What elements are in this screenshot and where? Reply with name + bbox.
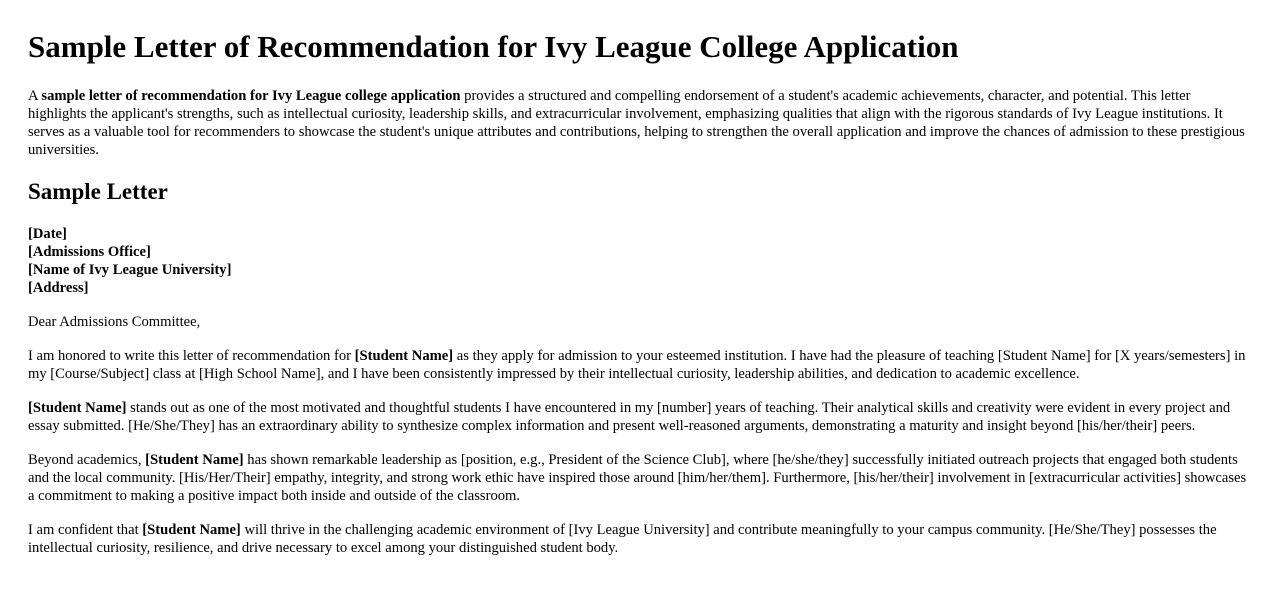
p1-student-name: [Student Name] (354, 348, 454, 364)
p2-after: stands out as one of the most motivated and thoughtful students I have encountered in my [number] years of teaching. Their analytical skills and creativity were evident in every project and essay submitted. [He/She/They] has an extraordinary ability to synthesize complex information and present well-reasoned arguments, demonstrating a maturity and insight beyond [his/her/their] peers. (28, 400, 1231, 434)
address-university: [Name of Ivy League University] (28, 262, 232, 278)
address-block (28, 225, 1250, 297)
address-date: [Date] (28, 226, 67, 242)
p3-before: Beyond academics, (28, 452, 146, 468)
p1-before: I am honored to write this letter of recommendation for (28, 348, 355, 364)
body-paragraph-1 (28, 347, 1250, 383)
body-paragraph-4 (28, 521, 1250, 557)
body-paragraph-2 (28, 399, 1250, 435)
intro-paragraph (28, 87, 1250, 159)
page-title: Sample Letter of Recommendation for Ivy League College Application (28, 29, 959, 64)
intro-rest: provides a structured and compelling endorsement of a student's academic achievements, character, and potential. This letter highlights the applicant's strengths, such as intellectual curiosity, leadership skills, and extracurricular involvement, emphasizing qualities that align with the rigorous standards of Ivy League institutions. It serves as a valuable tool for recommenders to showcase the student's unique attributes and contributions, helping to strengthen the overall application and improve the chances of admission to these prestigious universities. (28, 88, 1245, 158)
p4-student-name: [Student Name] (142, 522, 241, 538)
p3-after: has shown remarkable leadership as [position, e.g., President of the Science Club], where [he/she/they] successfully initiated outreach projects that engaged both students and the local community. [His/Her/Their] empathy, integrity, and strong work ethic have inspired those around [him/her/them]. Furthermore, [his/her/their] involvement in [extracurricular activities] showcases a commitment to making a positive impact both inside and outside of the classroom. (28, 452, 1247, 504)
p4-after: will thrive in the challenging academic environment of [Ivy League University] and contribute meaningfully to your campus community. [He/She/They] possesses the intellectual curiosity, resilience, and drive necessary to excel among your distinguished student body. (28, 522, 1217, 556)
salutation: Dear Admissions Committee, (28, 314, 201, 330)
address-street: [Address] (28, 280, 89, 296)
p2-student-name: [Student Name] (28, 400, 127, 416)
address-office: [Admissions Office] (28, 244, 151, 260)
body-paragraph-3 (28, 451, 1250, 505)
p4-before: I am confident that (28, 522, 143, 538)
intro-bold-phrase: sample letter of recommendation for Ivy League college application (41, 88, 461, 104)
section-heading: Sample Letter (28, 179, 168, 204)
p1-after: as they apply for admission to your esteemed institution. I have had the pleasure of teaching [Student Name] for [X years/semesters] in my [Course/Subject] class at [High School Name], and I have been consistently impressed by their intellectual curiosity, leadership abilities, and dedication to academic excellence. (28, 348, 1246, 382)
p3-student-name: [Student Name] (145, 452, 244, 468)
intro-prefix: A (28, 88, 42, 104)
